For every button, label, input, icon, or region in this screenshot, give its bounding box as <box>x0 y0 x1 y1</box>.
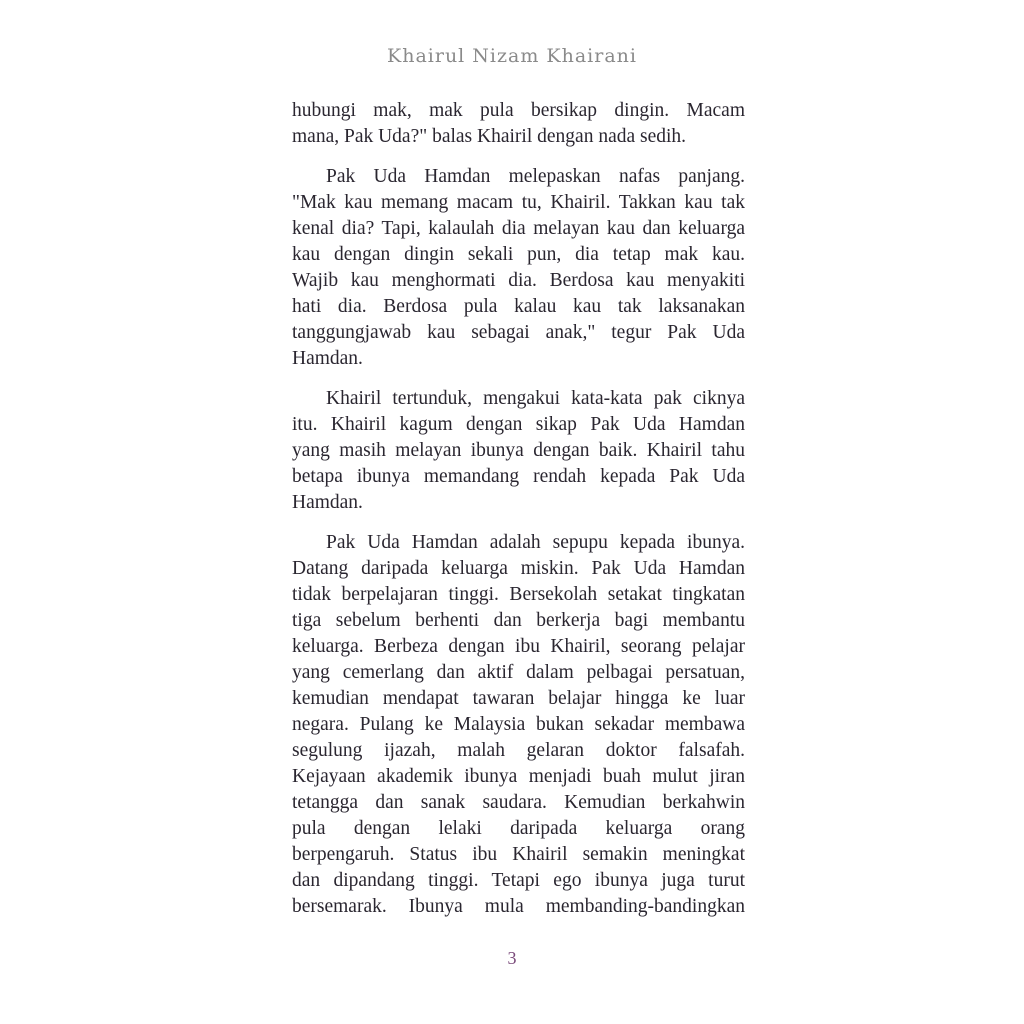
paragraph-1 <box>292 98 745 150</box>
text-line: Pak Uda Hamdan melepaskan nafas panjang. <box>326 166 745 187</box>
text-line: keluarga. Berbeza dengan ibu Khairil, seorang pelajar <box>292 636 745 657</box>
text-line: kemudian mendapat tawaran belajar hingga ke luar <box>292 688 745 709</box>
text-line: Khairil tertunduk, mengakui kata-kata pak ciknya <box>326 388 745 409</box>
text-line: Hamdan. <box>292 348 363 369</box>
paragraph-2 <box>292 164 745 372</box>
running-head-author: Khairul Nizam Khairani <box>387 45 637 67</box>
text-line: "Mak kau memang macam tu, Khairil. Takkan kau tak <box>292 192 745 213</box>
text-line: dan dipandang tinggi. Tetapi ego ibunya juga turut <box>292 870 745 891</box>
text-line: tiga sebelum berhenti dan berkerja bagi membantu <box>292 610 745 631</box>
text-line: tanggungjawab kau sebagai anak," tegur Pak Uda <box>292 322 745 343</box>
text-line: kenal dia? Tapi, kalaulah dia melayan kau dan keluarga <box>292 218 745 239</box>
page-number: 3 <box>507 948 517 968</box>
text-line: mana, Pak Uda?" balas Khairil dengan nada sedih. <box>292 126 687 147</box>
text-line: yang masih melayan ibunya dengan baik. Khairil tahu <box>292 440 745 461</box>
text-line: tidak berpelajaran tinggi. Bersekolah setakat tingkatan <box>292 584 745 605</box>
text-line: negara. Pulang ke Malaysia bukan sekadar membawa <box>292 714 745 735</box>
text-line: Datang daripada keluarga miskin. Pak Uda Hamdan <box>292 558 745 579</box>
text-line: Pak Uda Hamdan adalah sepupu kepada ibunya. <box>326 532 745 553</box>
text-line: betapa ibunya memandang rendah kepada Pak Uda <box>292 466 745 487</box>
text-line: hubungi mak, mak pula bersikap dingin. Macam <box>292 100 745 121</box>
paragraph-4 <box>292 530 745 920</box>
text-line: itu. Khairil kagum dengan sikap Pak Uda Hamdan <box>292 414 745 435</box>
text-line: Kejayaan akademik ibunya menjadi buah mulut jiran <box>292 766 745 787</box>
text-line: bersemarak. Ibunya mula membanding-bandingkan <box>292 896 745 917</box>
text-line: kau dengan dingin sekali pun, dia tetap mak kau. <box>292 244 745 265</box>
text-line: tetangga dan sanak saudara. Kemudian berkahwin <box>292 792 745 813</box>
text-line: berpengaruh. Status ibu Khairil semakin meningkat <box>292 844 745 865</box>
text-line: yang cemerlang dan aktif dalam pelbagai persatuan, <box>292 662 745 683</box>
text-line: pula dengan lelaki daripada keluarga orang <box>292 818 745 839</box>
text-line: Hamdan. <box>292 492 363 513</box>
text-line: hati dia. Berdosa pula kalau kau tak laksanakan <box>292 296 745 317</box>
body-text <box>292 98 745 934</box>
paragraph-3 <box>292 386 745 516</box>
text-line: Wajib kau menghormati dia. Berdosa kau menyakiti <box>292 270 745 291</box>
text-line: segulung ijazah, malah gelaran doktor falsafah. <box>292 740 745 761</box>
